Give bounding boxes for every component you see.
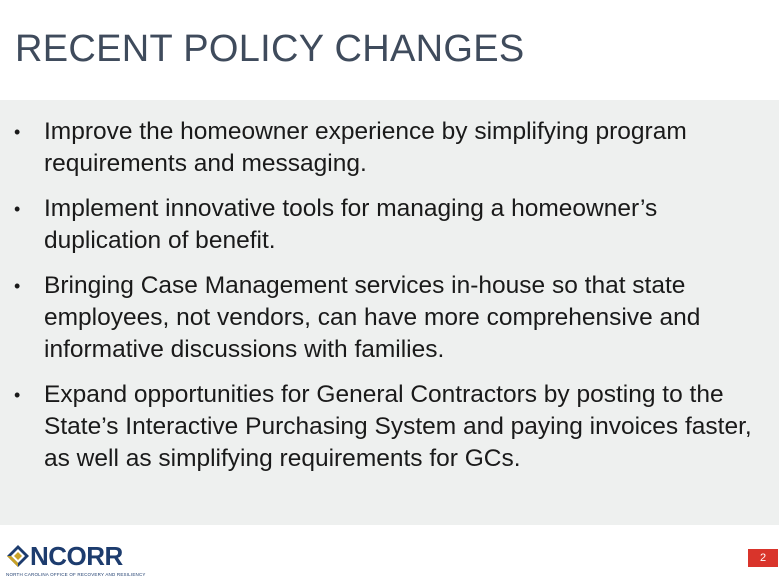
bullet-item <box>0 193 779 257</box>
bullet-text: Expand opportunities for General Contractors by posting to the State’s Interactive Purchasing System and paying invoices faster, as well as simplifying requirements for GCs. <box>44 381 752 472</box>
diamond-logo-icon <box>6 544 30 568</box>
bullet-dot: • <box>14 276 21 296</box>
bullet-text: Bringing Case Management services in-house so that state employees, not vendors, can have more comprehensive and informative discussions with families. <box>44 272 701 363</box>
bullet-dot: • <box>14 122 21 142</box>
bullet-text: Implement innovative tools for managing a homeowner’s duplication of benefit. <box>44 195 658 254</box>
content-area <box>0 100 779 525</box>
bullet-item <box>0 116 779 180</box>
bullet-list <box>0 116 779 488</box>
ncorr-logo <box>6 541 146 580</box>
logo-text: NCORR <box>30 541 123 571</box>
bullet-item <box>0 270 779 366</box>
page-number-badge: 2 <box>748 549 778 567</box>
bullet-text: Improve the homeowner experience by simplifying program requirements and messaging. <box>44 118 687 177</box>
title-bar <box>0 0 779 100</box>
bullet-dot: • <box>14 385 21 405</box>
logo-subtext: NORTH CAROLINA OFFICE OF RECOVERY AND RESILIENCY <box>6 572 146 577</box>
slide-title: RECENT POLICY CHANGES <box>15 28 525 70</box>
bullet-dot: • <box>14 199 21 219</box>
footer <box>0 525 779 583</box>
bullet-item <box>0 379 779 475</box>
